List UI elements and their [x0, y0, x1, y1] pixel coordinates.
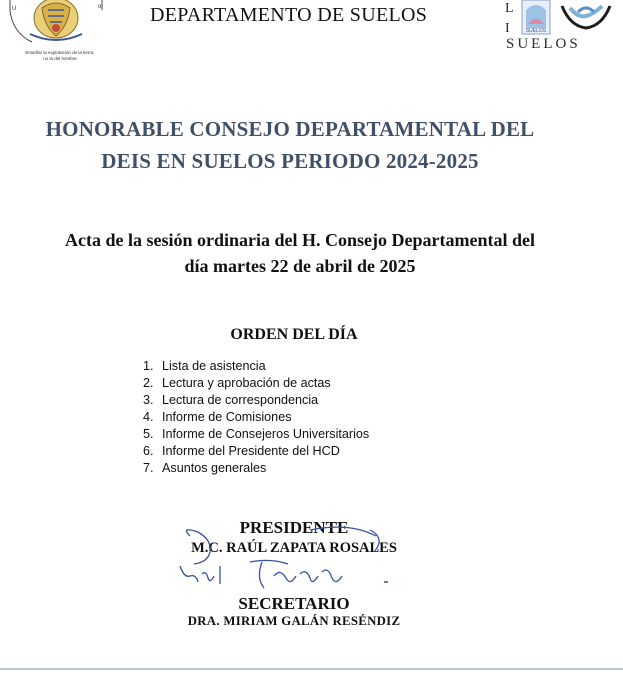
department-header: DEPARTAMENTO DE SUELOS: [150, 4, 428, 26]
agenda-item: [143, 358, 369, 375]
agenda-item-text: Informe de Comisiones: [162, 410, 292, 424]
agenda-item-text: Lectura y aprobación de actas: [162, 376, 331, 390]
motto-line-1: Enseñar la explotación de la tierra,: [25, 50, 95, 55]
agenda-item-text: Asuntos generales: [162, 461, 267, 475]
agenda-item: [143, 375, 369, 392]
agenda-item-number: 2.: [143, 376, 154, 390]
session-heading-line-1: Acta de la sesión ordinaria del H. Consejo Departamental del: [65, 230, 535, 250]
agenda-item-number: 5.: [143, 427, 154, 441]
agenda-item-number: 4.: [143, 410, 154, 424]
council-title: [0, 113, 580, 177]
logo-side-letters: [505, 0, 514, 38]
agenda-item: [143, 443, 369, 460]
logo-motto: [12, 50, 108, 61]
svg-text:U: U: [12, 6, 17, 12]
handwritten-signature: [150, 518, 410, 598]
session-heading-line-2: día martes 22 de abril de 2025: [184, 256, 416, 276]
university-seal-icon: [8, 0, 108, 50]
page-bottom-rule: [0, 668, 623, 670]
secretary-role: SECRETARIO: [238, 594, 350, 613]
council-title-line-2: DEIS EN SUELOS PERIODO 2024-2025: [101, 149, 479, 173]
logo-letter-l: L: [505, 1, 514, 16]
agenda-heading: ORDEN DEL DÍA: [230, 326, 358, 343]
session-heading: [0, 227, 600, 279]
agenda-item-number: 1.: [143, 359, 154, 373]
agenda-item-text: Lista de asistencia: [162, 359, 266, 373]
agenda-item-number: 7.: [143, 461, 154, 475]
logo-badge-text: SUELOS: [525, 28, 547, 34]
motto-line-2: no la del hombre: [43, 55, 77, 61]
president-role: PRESIDENTE: [239, 518, 349, 537]
logo-suelos-word: SUELOS: [506, 36, 581, 52]
agenda-item: [143, 392, 369, 409]
university-logo: [8, 0, 108, 68]
logo-letter-i: I: [505, 21, 510, 36]
agenda-item-text: Informe del Presidente del HCD: [162, 444, 340, 458]
council-title-line-1: HONORABLE CONSEJO DEPARTAMENTAL DEL: [45, 117, 535, 141]
agenda-item: [143, 409, 369, 426]
agenda-item-number: 6.: [143, 444, 154, 458]
agenda-list: [143, 358, 369, 477]
agenda-item-number: 3.: [143, 393, 154, 407]
president-name: M.C. RAÚL ZAPATA ROSALES: [191, 540, 397, 556]
agenda-item: [143, 426, 369, 443]
agenda-item-text: Lectura de correspondencia: [162, 393, 319, 407]
suelos-logo-icon: [520, 0, 620, 38]
secretary-name: DRA. MIRIAM GALÁN RESÉNDIZ: [187, 614, 401, 628]
agenda-item-text: Informe de Consejeros Universitarios: [162, 427, 370, 441]
agenda-item: [143, 460, 369, 477]
svg-text:o: o: [98, 4, 102, 10]
